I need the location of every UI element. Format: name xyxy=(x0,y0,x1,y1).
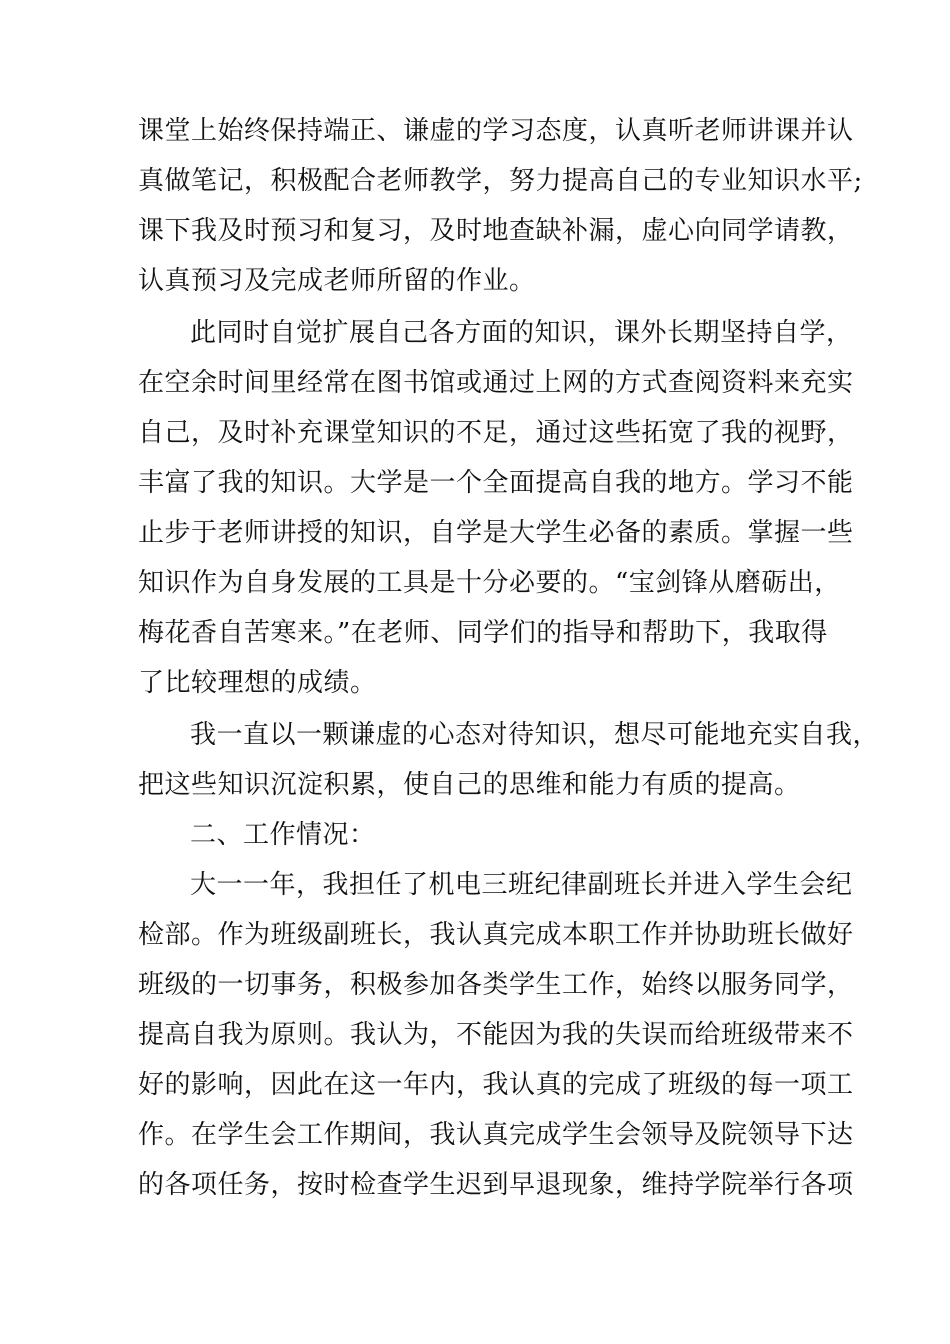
text-line: 真做笔记，积极配合老师教学，努力提高自己的专业知识水平; xyxy=(138,166,863,196)
text-line: 课堂上始终保持端正、谦虚的学习态度，认真听老师讲课并认 xyxy=(138,116,854,146)
text-line: 在空余时间里经常在图书馆或通过上网的方式查阅资料来充实 xyxy=(138,368,854,398)
text-line: 丰富了我的知识。大学是一个全面提高自我的地方。学习不能 xyxy=(138,468,854,498)
text-line: 自己，及时补充课堂知识的不足，通过这些拓宽了我的视野， xyxy=(138,418,854,448)
text-line: 班级的一切事务，积极参加各类学生工作，始终以服务同学， xyxy=(138,970,854,1000)
text-line: 认真预习及完成老师所留的作业。 xyxy=(138,266,536,296)
text-line: 知识作为自身发展的工具是十分必要的。“宝剑锋从磨砺出， xyxy=(138,568,841,598)
text-line: 好的影响，因此在这一年内，我认真的完成了班级的每一项工 xyxy=(138,1070,854,1100)
text-line: 作。在学生会工作期间，我认真完成学生会领导及院领导下达 xyxy=(138,1120,854,1150)
text-line: 把这些知识沉淀积累，使自己的思维和能力有质的提高。 xyxy=(138,770,801,800)
text-line: 了比较理想的成绩。 xyxy=(138,668,377,698)
paragraph-first-line: 此同时自觉扩展自己各方面的知识，课外长期坚持自学， xyxy=(190,318,853,348)
text-line: 的各项任务，按时检查学生迟到早退现象，维持学院举行各项 xyxy=(138,1170,854,1200)
paragraph-first-line: 大一一年，我担任了机电三班纪律副班长并进入学生会纪 xyxy=(190,870,853,900)
text-line: 检部。作为班级副班长，我认真完成本职工作并协助班长做好 xyxy=(138,920,854,950)
paragraph-first-line: 我一直以一颗谦虚的心态对待知识，想尽可能地充实自我， xyxy=(190,720,880,750)
text-line: 提高自我为原则。我认为，不能因为我的失误而给班级带来不 xyxy=(138,1020,854,1050)
text-line: 止步于老师讲授的知识，自学是大学生必备的素质。掌握一些 xyxy=(138,518,854,548)
text-line: 课下我及时预习和复习，及时地查缺补漏，虚心向同学请教， xyxy=(138,216,854,246)
section-heading: 二、工作情况： xyxy=(190,820,376,850)
text-line: 梅花香自苦寒来。”在老师、同学们的指导和帮助下，我取得 xyxy=(138,618,828,648)
